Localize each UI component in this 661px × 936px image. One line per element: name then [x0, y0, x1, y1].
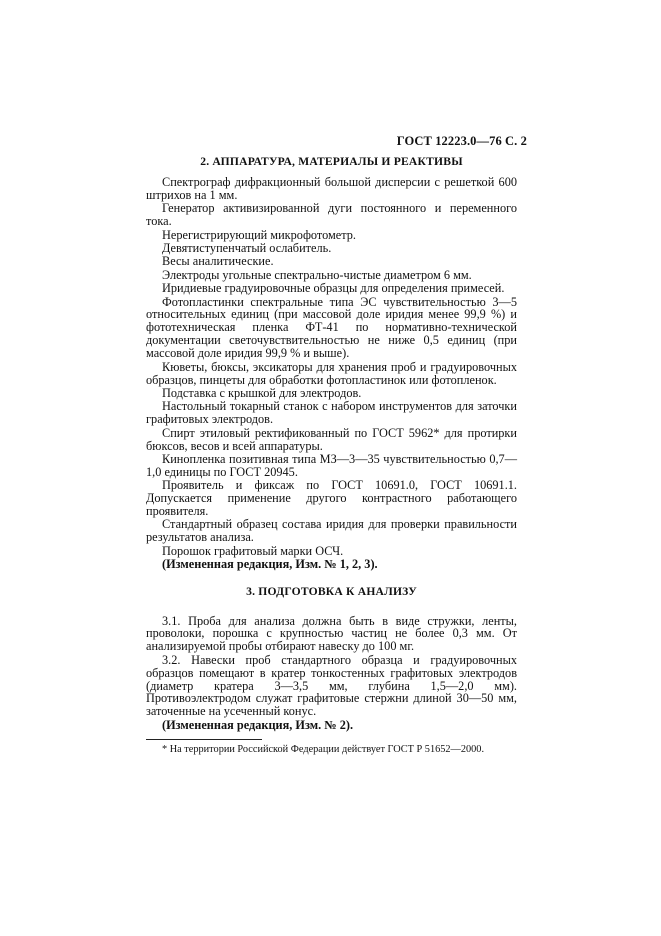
- clause-3-1: 3.1. Проба для анализа должна быть в виде стружки, ленты, проволоки, порошка с крупностью частиц не более 0,3 мм. От анализируемой пробы отбирают навеску до 100 мг.: [146, 613, 517, 654]
- section-2-title: 2. АППАРАТУРА, МАТЕРИАЛЫ И РЕАКТИВЫ: [200, 155, 463, 168]
- page-header: ГОСТ 12223.0—76 С. 2: [396, 134, 527, 148]
- paragraph-microphotometer: Нерегистрирующий микрофотометр.: [162, 227, 357, 242]
- paragraph-developer: Проявитель и фиксаж по ГОСТ 10691.0, ГОСТ 10691.1. Допускается применение другого контрастного работающего проявителя.: [146, 478, 517, 519]
- paragraph-iridium-samples: Иридиевые градуировочные образцы для определения примесей.: [162, 281, 505, 296]
- paragraph-alcohol: Спирт этиловый ректификованный по ГОСТ 5962* для протирки бюксов, весов и всей аппаратуры.: [146, 425, 517, 453]
- section-2-amendment: (Измененная редакция, Изм. № 1, 2, 3).: [162, 557, 378, 572]
- paragraph-scales: Весы аналитические.: [162, 254, 274, 269]
- paragraph-standard-sample: Стандартный образец состава иридия для проверки правильности результатов анализа.: [146, 517, 517, 545]
- paragraph-stand: Подставка с крышкой для электродов.: [162, 385, 362, 400]
- paragraph-spectrograph: Спектрограф дифракционный большой дисперсии с решеткой 600 штрихов на 1 мм.: [146, 174, 517, 202]
- paragraph-generator: Генератор активизированной дуги постоянного и переменного тока.: [146, 201, 517, 229]
- paragraph-photoplates: Фотопластинки спектральные типа ЭС чувствительностью 3—5 относительных единиц (при массовой доле иридия менее 99,9 %) и фототехническая пленка ФТ-41 по нормативно-технической документации светочувствительностью не ниже 0,5 единиц (при массовой доле иридия 99,9 % и выше).: [146, 294, 517, 361]
- footnote-divider: [146, 739, 262, 740]
- section-3-amendment: (Измененная редакция, Изм. № 2).: [162, 717, 354, 732]
- footnote: * На территории Российской Федерации действует ГОСТ Р 51652—2000.: [162, 743, 485, 755]
- paragraph-electrodes: Электроды угольные спектрально-чистые диаметром 6 мм.: [162, 267, 472, 282]
- paragraph-attenuator: Девятиступенчатый ослабитель.: [162, 240, 332, 255]
- document-body: [146, 156, 517, 756]
- clause-3-2: 3.2. Навески проб стандартного образца и градуировочных образцов помещают в кратер тонкостенных графитовых электродов (диаметр кратера 3—3,5 мм, глубина 1,5—2,0 мм). Противоэлектродом служат графитовые стержни длиной 30—50 мм, заточенные на усеченный конус.: [146, 652, 517, 719]
- paragraph-graphite-powder: Порошок графитовый марки ОСЧ.: [162, 543, 344, 558]
- section-3-title: 3. ПОДГОТОВКА К АНАЛИЗУ: [246, 584, 417, 598]
- paragraph-cuvettes: Кюветы, бюксы, эксикаторы для хранения проб и градуировочных образцов, пинцеты для обработки фотопластинок или фотопленок.: [146, 359, 517, 387]
- paragraph-film: Кинопленка позитивная типа МЗ—3—35 чувствительностью 0,7—1,0 единицы по ГОСТ 20945.: [146, 451, 517, 479]
- paragraph-lathe: Настольный токарный станок с набором инструментов для заточки графитовых электродов.: [146, 399, 517, 427]
